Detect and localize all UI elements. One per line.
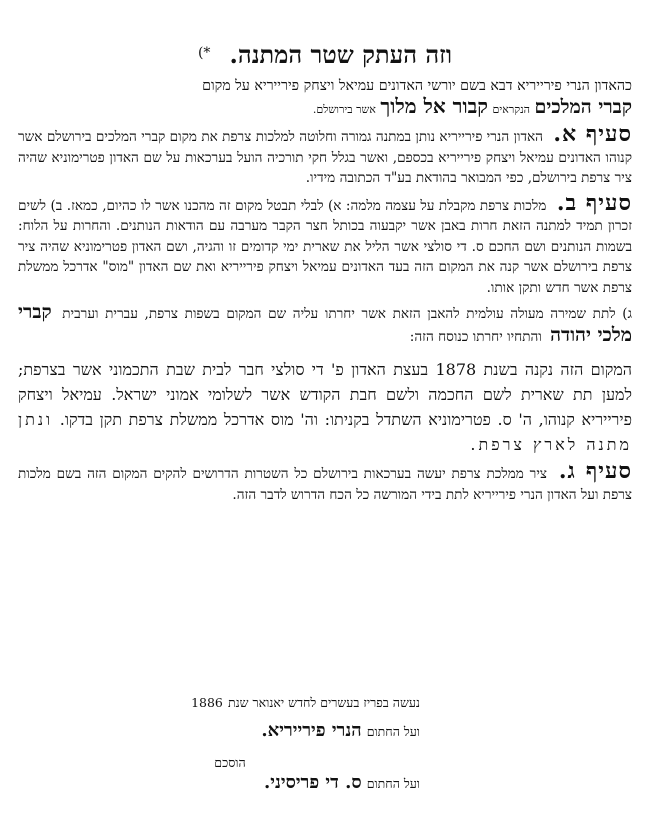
section-c	[18, 458, 632, 505]
signer-label: ועל החתום	[366, 724, 420, 739]
footnote-marker: *)	[197, 44, 211, 61]
intro-kever: קבור אל מלוך	[380, 94, 488, 118]
section-a-text: האדון הנרי פירייריא נותן במתנה גמורה וחלוטה למלכות צרפת את מקום קברי המלכים בירושלם אשר קנוהו האדונים עמיאל ויצחק פירייריא בכספם, ואשר בגלל חקי תורכיה הועל בערכאות על שם האדון פטרימוניא שהיה ציר צרפת בירושלם, כפי המבואר בהודאת בע"ד הכתובה מידיו.	[18, 129, 632, 186]
section-b-clause-c	[18, 302, 632, 347]
signer-name: הנרי פירייריא.	[261, 720, 362, 741]
intro-tombs: קברי המלכים	[534, 96, 632, 118]
inscription-year: 1878	[435, 360, 477, 379]
intro-in-jerusalem: אשר בירושלם.	[312, 103, 376, 116]
inscription-after-year: בעצת האדון פ' די סולצי חבר לבית שבת התכמוני אשר בצרפת; למען תת שארית לשם החכמה ולשם חבת הקודש אשר לשלומי אמוני ישראל. עמיאל ויצחק פירייריא קנוהו, ה' ס. פטרימוניא השתדל בקניתו: וה' מוס אדרכל ממשלת צרפת תקן בדקו.	[18, 360, 632, 429]
clause-c-text-after: והתחיו יחרתו כנוסח הזה:	[409, 328, 542, 345]
intro-called: הנקראים	[492, 103, 531, 116]
intro-line1: כהאדון הנרי פירייריא דבא בשם יורשי האדונים עמיאל ויצחק פירייריא על מקום	[202, 78, 632, 94]
signature-date-line	[120, 692, 420, 711]
consent-line	[120, 752, 340, 771]
signature-date-text: נעשה בפריז בעשרים לחדש יאנואר שנת	[227, 695, 420, 710]
inscription-before-year: המקום הזה נקנה בשנת	[483, 360, 632, 379]
inscription-title: קברי מלכי יהודה	[18, 301, 632, 346]
section-b-label: סעיף ב.	[556, 189, 632, 216]
section-c-text: ציר ממלכת צרפת יעשה בערכאות בירושלם כל השטרות הדרושים להקים המקום הזה בשם מלכות צרפת ועל האדון הנרי פירייריא לתת בידי המורשה כל הכח הדרוש לדבר הזה.	[18, 466, 632, 503]
section-b	[18, 189, 632, 299]
section-b-text: מלכות צרפת מקבלת על עצמה מלמה: א) לבלי תבטל מקום זה מהכנו אשר לו כהיום, כמאז. ב) לשים זכרון תמיד למתנה הזאת חרות באבן אשר יקבעוה בכותל חצר הקבר מערבה עם הודאות הנותנים. והחרות על הלוח: בשמות הנותנים ושם החכם ס. די סולצי אשר הליל את שארית ימי קדומים זו והגיה, ושם האדון פטרימוניא שהיה ציר צרפת בירושלם אשר קנה את המקום הזה בעד האדונים עמיאל ויצחק פירייריא ואת שם האדון "מוס" אדרכל ממשלת צרפת אשר חדש ותקן אותו.	[18, 197, 632, 296]
signer2-name: ס. די פריסיני.	[264, 772, 362, 793]
document-title: וזה העתק שטר המתנה.	[229, 40, 453, 69]
intro-paragraph	[18, 76, 632, 120]
clause-c-text: ג) לתת שמירה מעולה עולמית להאבן הזאת אשר יחרתו עליה שם המקום בשפות צרפת, עברית וערבית	[62, 306, 632, 322]
section-a	[18, 121, 632, 189]
signer2-line	[120, 772, 420, 793]
section-a-label: סעיף א.	[553, 121, 632, 147]
section-c-label: סעיף ג.	[558, 458, 632, 484]
signer-line	[120, 720, 420, 741]
title-row	[18, 40, 632, 70]
consent-label: הוסכם	[214, 755, 246, 770]
inscription-block	[18, 357, 632, 457]
signer2-label: ועל החתום	[366, 776, 420, 791]
signature-date-year: 1886	[191, 695, 223, 710]
inscription-closing: ונתן מתנה לארץ צרפת.	[18, 410, 632, 454]
